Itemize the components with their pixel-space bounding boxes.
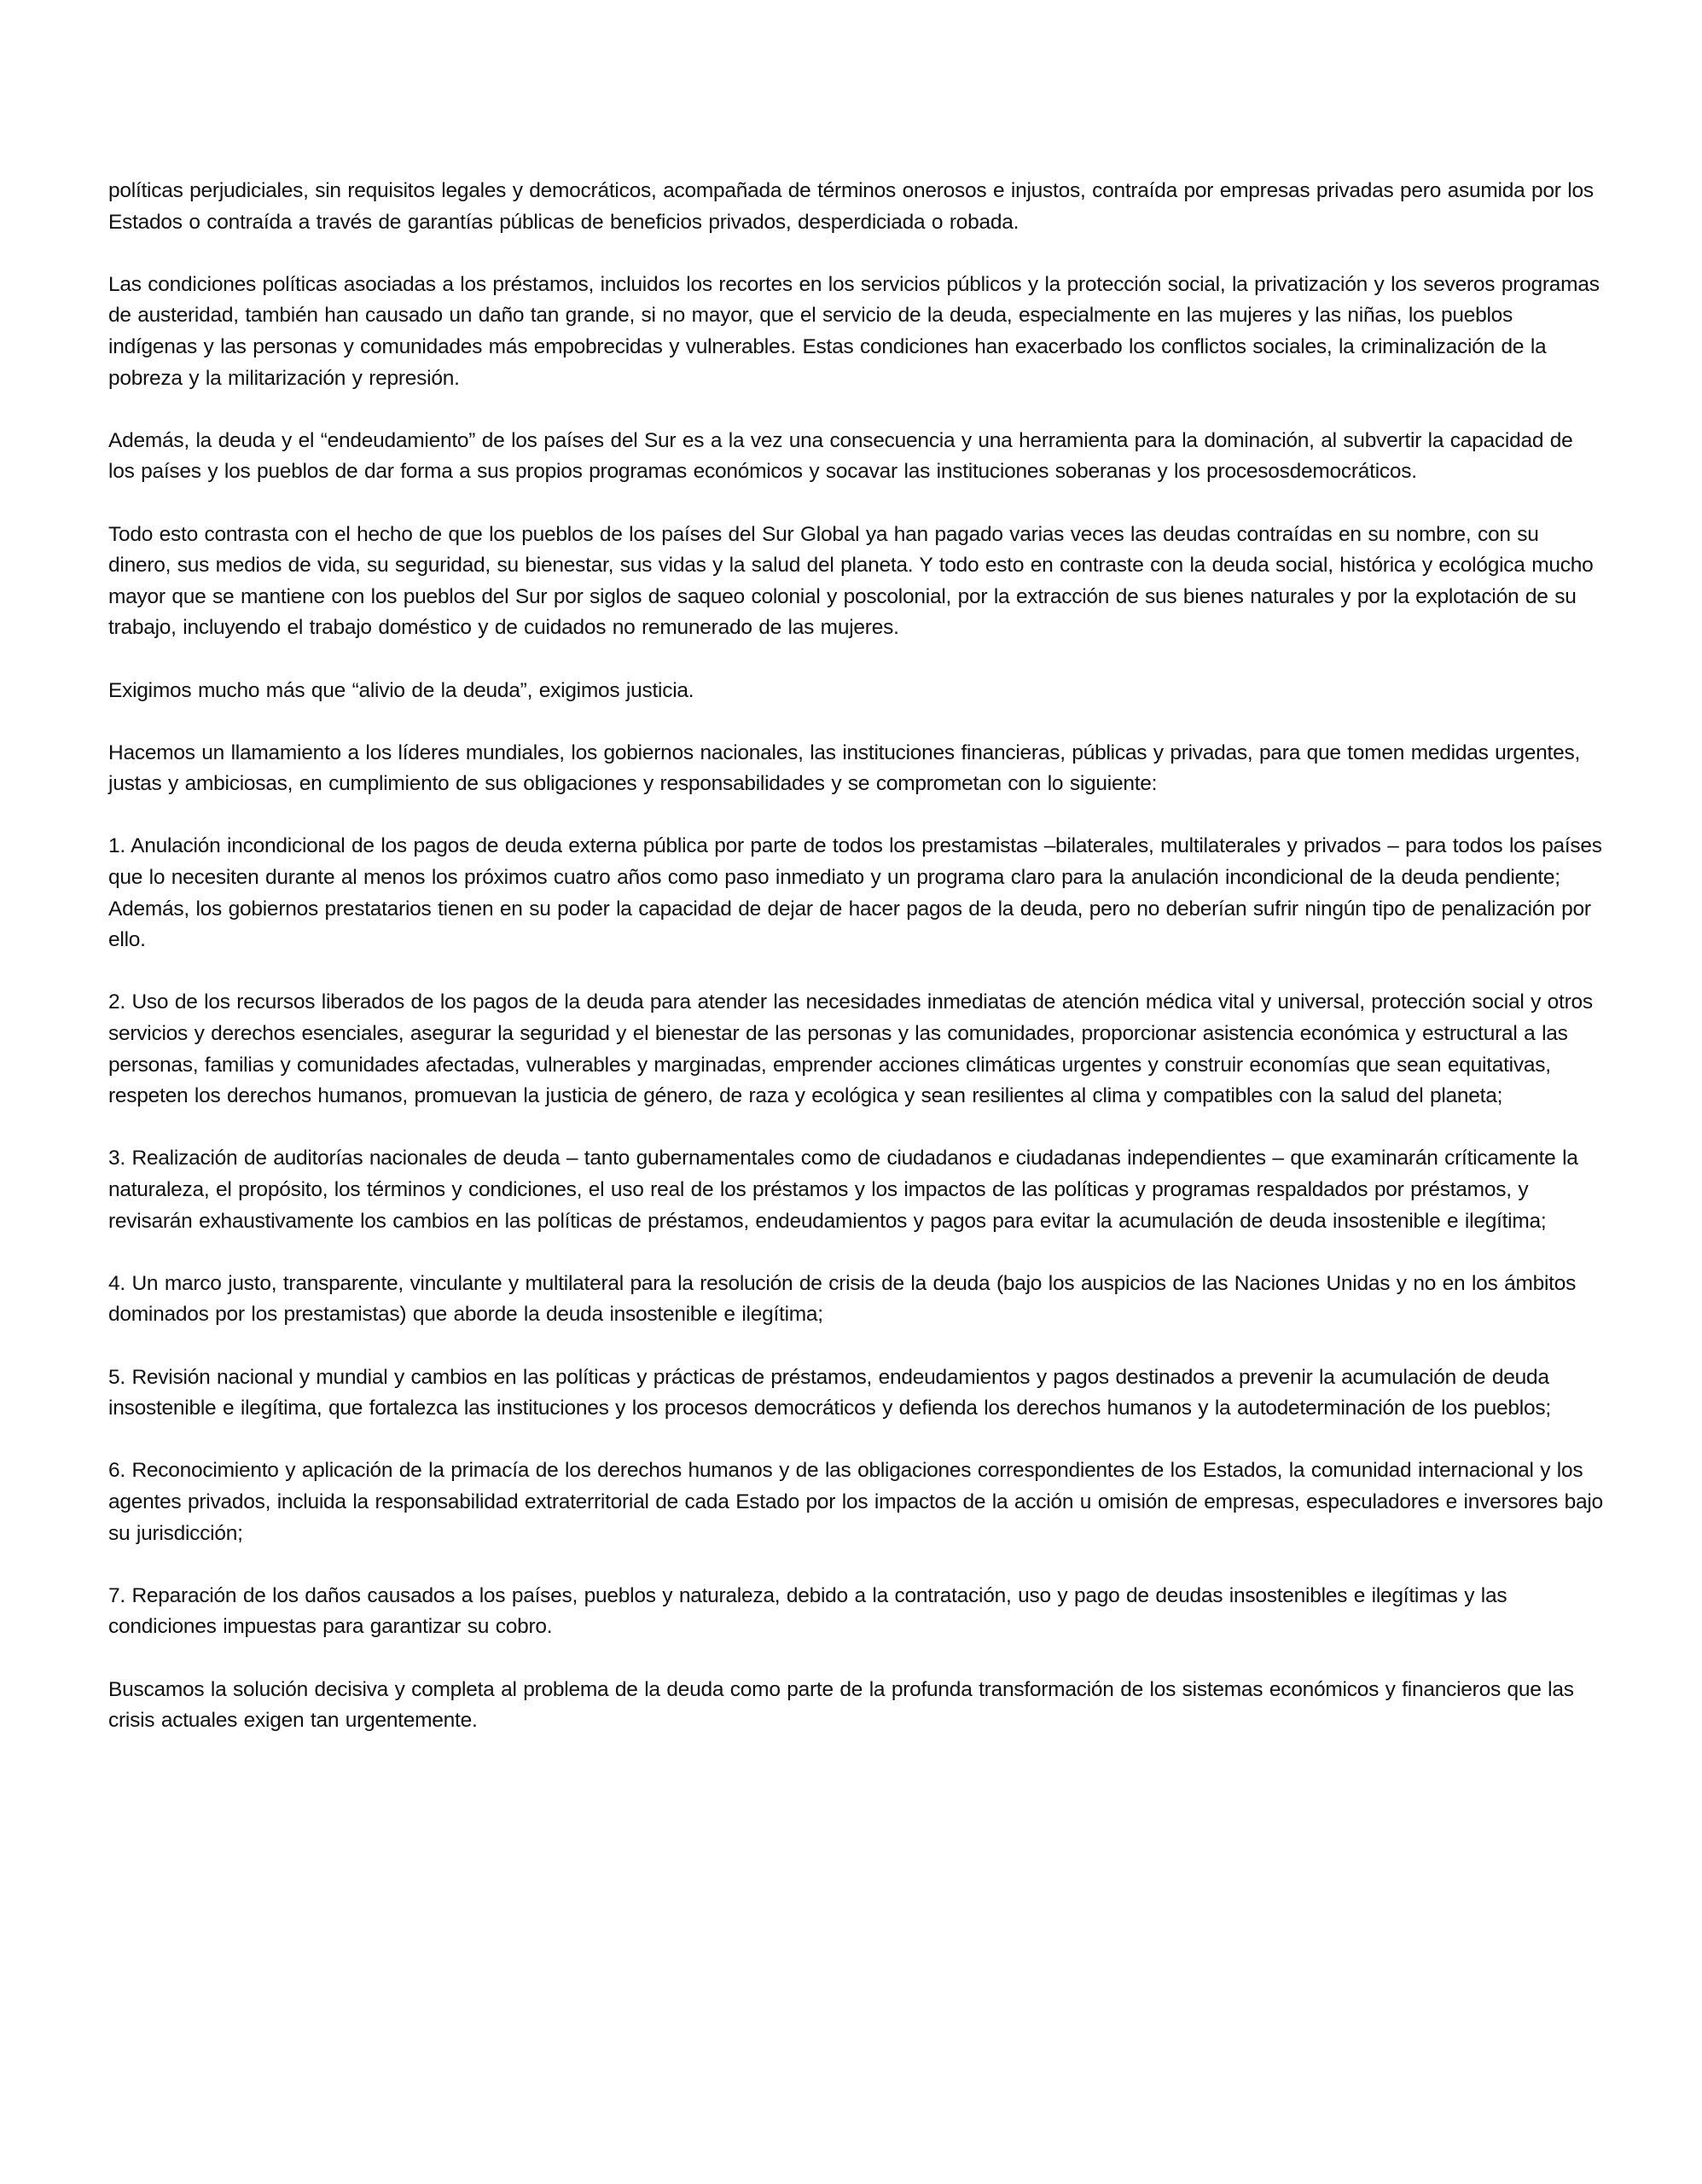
paragraph-call-to-action: Hacemos un llamamiento a los líderes mundiales, los gobiernos nacionales, las instituciones financieras, públicas y privadas, para que tomen medidas urgentes, justas y ambiciosas, en cumplimiento de sus obligaciones y responsabilidades y se comprometan con lo siguiente: (108, 741, 1581, 796)
list-item-5: 5. Revisión nacional y mundial y cambios en las políticas y prácticas de préstamos, endeudamientos y pagos destinados a prevenir la acumulación de deuda insostenible e ilegítima, que fortalezca las instituciones y los procesos democráticos y defienda los derechos humanos y la autodeterminación de los pueblos; (108, 1365, 1551, 1420)
list-item-7: 7. Reparación de los daños causados a los países, pueblos y naturaleza, debido a la contratación, uso y pago de deudas insostenibles e ilegítimas y las condiciones impuestas para garantizar su cobro. (108, 1583, 1507, 1639)
list-item-6: 6. Reconocimiento y aplicación de la primacía de los derechos humanos y de las obligaciones correspondientes de los Estados, la comunidad internacional y los agentes privados, incluida la responsabilidad extraterritorial de cada Estado por los impactos de la acción u omisión de empresas, especuladores e inversores bajo su jurisdicción; (108, 1459, 1603, 1545)
paragraph-global-south-contrast: Todo esto contrasta con el hecho de que los pueblos de los países del Sur Global ya han pagado varias veces las deudas contraídas en su nombre, con su dinero, sus medios de vida, su seguridad, su bienestar, sus vidas y la salud del planeta. Y todo esto en contraste con la deuda social, histórica y ecológica mucho mayor que se mantiene con los pueblos del Sur por siglos de saqueo colonial y poscolonial, por la extracción de sus bienes naturales y por la explotación de su trabajo, incluyendo el trabajo doméstico y de cuidados no remunerado de las mujeres. (108, 522, 1594, 640)
paragraph-policy-conditions: Las condiciones políticas asociadas a los préstamos, incluidos los recortes en los servicios públicos y la protección social, la privatización y los severos programas de austeridad, también han causado un daño tan grande, si no mayor, que el servicio de la deuda, especialmente en las mujeres y las niñas, los pueblos indígenas y las personas y comunidades más empobrecidas y vulnerables. Estas condiciones han exacerbado los conflictos sociales, la criminalización de la pobreza y la militarización y represión. (108, 272, 1600, 390)
list-item-1: 1. Anulación incondicional de los pagos de deuda externa pública por parte de todos los prestamistas –bilaterales, multilaterales y privados – para todos los países que lo necesiten durante al menos los próximos cuatro años como paso inmediato y un programa claro para la anulación incondicional de la deuda pendiente; Además, los gobiernos prestatarios tienen en su poder la capacidad de dejar de hacer pagos de la deuda, pero no deberían sufrir ningún tipo de penalización por ello. (108, 834, 1602, 952)
paragraph-demand-justice: Exigimos mucho más que “alivio de la deuda”, exigimos justicia. (108, 678, 694, 702)
paragraph-conclusion: Buscamos la solución decisiva y completa al problema de la deuda como parte de la profunda transformación de los sistemas económicos y financieros que las crisis actuales exigen tan urgentemente. (108, 1677, 1574, 1733)
paragraph-debt-domination: Además, la deuda y el “endeudamiento” de los países del Sur es a la vez una consecuencia y una herramienta para la dominación, al subvertir la capacidad de los países y los pueblos de dar forma a sus propios programas económicos y socavar las instituciones soberanas y los procesosdemocráticos. (108, 428, 1573, 484)
list-item-3: 3. Realización de auditorías nacionales de deuda – tanto gubernamentales como de ciudadanos e ciudadanas independientes – que examinarán críticamente la naturaleza, el propósito, los términos y condiciones, el uso real de los préstamos y los impactos de las políticas y programas respaldados por préstamos, y revisarán exhaustivamente los cambios en las políticas de préstamos, endeudamientos y pagos para evitar la acumulación de deuda insostenible e ilegítima; (108, 1147, 1578, 1233)
document-body (108, 176, 1603, 1768)
list-item-2: 2. Uso de los recursos liberados de los pagos de la deuda para atender las necesidades inmediatas de atención médica vital y universal, protección social y otros servicios y derechos esenciales, asegurar la seguridad y el bienestar de las personas y las comunidades, proporcionar asistencia económica y estructural a las personas, familias y comunidades afectadas, vulnerables y marginadas, emprender acciones climáticas urgentes y construir economías que sean equitativas, respeten los derechos humanos, promuevan la justicia de género, de raza y ecológica y sean resilientes al clima y compatibles con la salud del planeta; (108, 990, 1593, 1108)
paragraph-intro-continuation: políticas perjudiciales, sin requisitos legales y democráticos, acompañada de términos onerosos e injustos, contraída por empresas privadas pero asumida por los Estados o contraída a través de garantías públicas de beneficios privados, desperdiciada o robada. (108, 179, 1594, 234)
list-item-4: 4. Un marco justo, transparente, vinculante y multilateral para la resolución de crisis de la deuda (bajo los auspicios de las Naciones Unidas y no en los ámbitos dominados por los prestamistas) que aborde la deuda insostenible e ilegítima; (108, 1271, 1577, 1327)
